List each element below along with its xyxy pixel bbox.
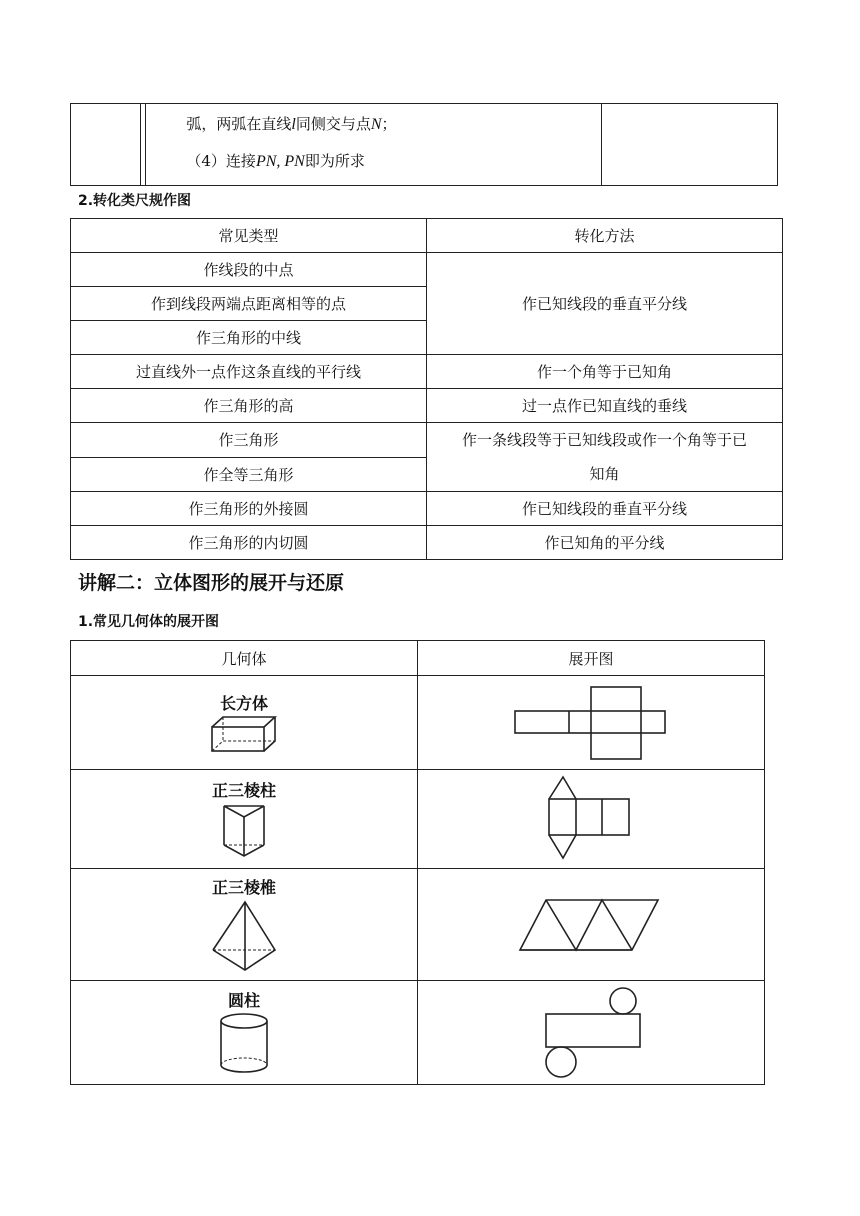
header-method: 转化方法 <box>427 219 783 253</box>
triangular-prism-cell <box>71 770 418 869</box>
type-cell: 作到线段两端点距离相等的点 <box>71 287 427 321</box>
cylinder-net-cell <box>418 981 765 1085</box>
type-cell: 过直线外一点作这条直线的平行线 <box>71 355 427 389</box>
empty-cell <box>602 104 778 186</box>
step-line-1: 弧，两弧在直线l同侧交与点N； <box>186 115 397 133</box>
type-cell: 作三角形 <box>71 423 427 458</box>
type-cell: 作三角形的外接圆 <box>71 492 427 526</box>
conversion-table <box>70 218 783 560</box>
cylinder-net-icon <box>536 986 646 1080</box>
cuboid-net-icon <box>511 683 671 763</box>
type-cell: 作线段的中点 <box>71 253 427 287</box>
cuboid-net-cell <box>418 676 765 770</box>
method-cell: 作已知线段的垂直平分线 <box>427 492 783 526</box>
triangular-pyramid-net-icon <box>516 895 666 955</box>
type-cell: 作全等三角形 <box>71 457 427 492</box>
header-type: 常见类型 <box>71 219 427 253</box>
section-1-heading: 1.常见几何体的展开图 <box>78 614 220 630</box>
method-cell: 作已知角的平分线 <box>427 526 783 560</box>
cylinder-icon <box>216 1011 272 1077</box>
empty-cell <box>71 104 141 186</box>
method-cell: 过一点作已知直线的垂线 <box>427 389 783 423</box>
type-cell: 作三角形的高 <box>71 389 427 423</box>
cylinder-cell <box>71 981 418 1085</box>
cuboid-cell <box>71 676 418 770</box>
cuboid-icon <box>209 714 279 754</box>
construction-steps-table <box>70 103 778 186</box>
triangular-pyramid-icon <box>209 898 279 974</box>
triangular-prism-label: 正三棱柱 <box>211 780 276 800</box>
method-line-1: 作一条线段等于已知线段或作一个角等于已 <box>461 431 747 449</box>
triangular-prism-icon <box>219 801 269 861</box>
section-2-heading: 2.转化类尺规作图 <box>78 193 192 209</box>
header-net: 展开图 <box>418 641 765 676</box>
method-cell: 作一个角等于已知角 <box>427 355 783 389</box>
method-line-2: 知角 <box>589 465 620 483</box>
triangular-pyramid-cell <box>71 869 418 981</box>
lecture-2-heading: 讲解二：立体图形的展开与还原 <box>78 572 345 594</box>
triangular-pyramid-net-cell <box>418 869 765 981</box>
geometry-nets-table <box>70 640 765 1085</box>
cuboid-label: 长方体 <box>219 694 268 713</box>
triangular-prism-net-cell <box>418 770 765 869</box>
header-solid: 几何体 <box>71 641 418 676</box>
triangular-pyramid-label: 正三棱椎 <box>211 878 276 897</box>
method-cell: 作已知线段的垂直平分线 <box>427 253 783 355</box>
cylinder-label: 圆柱 <box>227 991 260 1010</box>
type-cell: 作三角形的内切圆 <box>71 526 427 560</box>
triangular-prism-net-icon <box>541 774 641 864</box>
type-cell: 作三角形的中线 <box>71 321 427 355</box>
method-cell <box>427 423 783 492</box>
steps-cell <box>146 104 602 186</box>
step-line-2: （4）连接PN, PN即为所求 <box>186 152 365 170</box>
